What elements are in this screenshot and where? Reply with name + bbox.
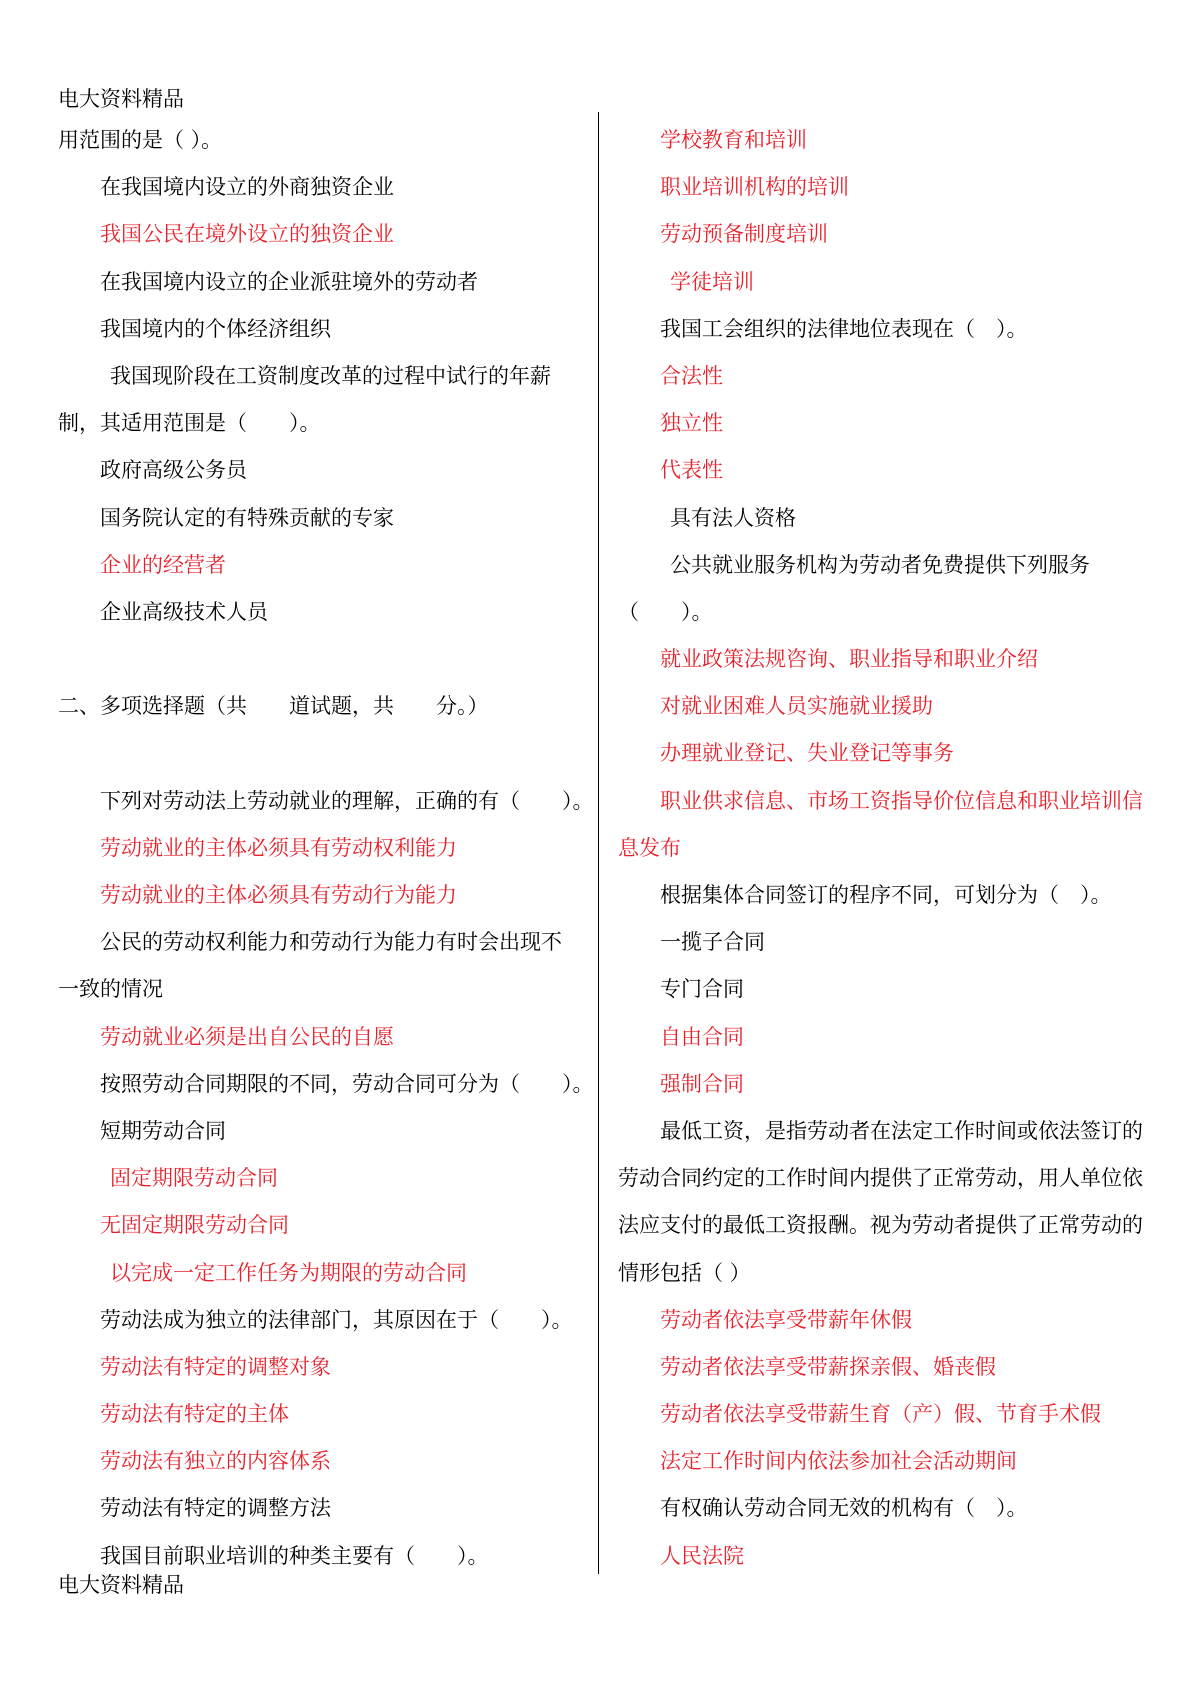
right-answer-line: 办理就业登记、失业登记等事务 [660, 741, 954, 766]
left-answer-line: 企业的经营者 [100, 552, 226, 577]
right-text-line: 情形包括（ ） [618, 1260, 751, 1285]
left-answer-line: 劳动就业的主体必须具有劳动行为能力 [100, 883, 457, 907]
right-text-line: 我国工会组织的法律地位表现在（ ）。 [660, 316, 1028, 341]
right-text-line: 专门合同 [660, 977, 744, 1002]
left-answer-line: 无固定期限劳动合同 [100, 1213, 289, 1238]
left-blank-line [58, 730, 582, 777]
left-answer-line: 劳动法有独立的内容体系 [100, 1449, 331, 1474]
right-text-line: （ ）。 [618, 599, 713, 624]
left-text-line: 按照劳动合同期限的不同，劳动合同可分为（ ）。 [100, 1071, 594, 1096]
right-text-line: 一揽子合同 [660, 930, 765, 955]
left-text-line: 劳动法成为独立的法律部门，其原因在于（ ）。 [100, 1307, 573, 1332]
column-divider [598, 112, 599, 1574]
right-answer-line: 对就业困难人员实施就业援助 [660, 694, 933, 719]
right-answer-line: 职业培训机构的培训 [660, 175, 849, 200]
right-text-line: 劳动合同约定的工作时间内提供了正常劳动，用人单位依 [618, 1166, 1143, 1191]
right-text-line: 最低工资，是指劳动者在法定工作时间或依法签订的 [660, 1118, 1143, 1143]
right-answer-line: 就业政策法规咨询、职业指导和职业介绍 [660, 647, 1038, 672]
left-answer-line: 劳动就业必须是出自公民的自愿 [100, 1024, 394, 1049]
right-answer-line: 独立性 [660, 411, 723, 436]
left-column [58, 117, 594, 1580]
left-text-line: 我国境内的个体经济组织 [100, 316, 331, 341]
right-answer-line: 劳动者依法享受带薪年休假 [660, 1307, 912, 1332]
right-answer-line: 劳动者依法享受带薪探亲假、婚丧假 [660, 1354, 996, 1379]
left-text-line: 在我国境内设立的外商独资企业 [100, 175, 394, 200]
right-text-line: 公共就业服务机构为劳动者免费提供下列服务 [670, 552, 1090, 577]
right-answer-line: 学徒培训 [670, 269, 754, 294]
right-answer-line: 代表性 [660, 458, 723, 483]
right-answer-line: 自由合同 [660, 1024, 744, 1049]
left-answer-line: 固定期限劳动合同 [110, 1166, 278, 1191]
right-answer-line: 法定工作时间内依法参加社会活动期间 [660, 1449, 1017, 1474]
left-text-line: 劳动法有特定的调整方法 [100, 1496, 331, 1521]
right-answer-line: 息发布 [618, 835, 681, 860]
page-header: 电大资料精品 [58, 87, 184, 111]
left-text-line: 在我国境内设立的企业派驻境外的劳动者 [100, 269, 478, 294]
left-text-line: 一致的情况 [58, 977, 163, 1002]
right-answer-line: 职业供求信息、市场工资指导价位信息和职业培训信 [660, 788, 1143, 813]
right-answer-line: 学校教育和培训 [660, 128, 807, 152]
right-answer-line: 人民法院 [660, 1543, 744, 1568]
left-text-line: 我国现阶段在工资制度改革的过程中试行的年薪 [110, 363, 551, 388]
left-text-line: 企业高级技术人员 [100, 599, 268, 624]
left-answer-line: 以完成一定工作任务为期限的劳动合同 [110, 1260, 467, 1285]
left-text-line: 公民的劳动权利能力和劳动行为能力有时会出现不 [100, 930, 562, 955]
right-text-line: 有权确认劳动合同无效的机构有（ ）。 [660, 1496, 1028, 1521]
right-answer-line: 劳动者依法享受带薪生育（产）假、节育手术假 [660, 1402, 1101, 1427]
left-text-line: 短期劳动合同 [100, 1118, 226, 1143]
right-answer-line: 合法性 [660, 363, 723, 388]
page-footer: 电大资料精品 [58, 1573, 184, 1597]
left-answer-line: 劳动法有特定的主体 [100, 1402, 289, 1427]
left-blank-line [58, 636, 582, 683]
left-text-line: 我国目前职业培训的种类主要有（ ）。 [100, 1543, 489, 1568]
right-answer-line: 劳动预备制度培训 [660, 222, 828, 247]
right-text-line: 法应支付的最低工资报酬。视为劳动者提供了正常劳动的 [618, 1213, 1143, 1238]
right-column [618, 117, 1142, 1580]
left-text-line: 制，其适用范围是（ ）。 [58, 411, 321, 436]
left-text-line: 用范围的是（ ）。 [58, 128, 223, 152]
right-text-line: 根据集体合同签订的程序不同，可划分为（ ）。 [660, 883, 1112, 907]
right-answer-line: 强制合同 [660, 1071, 744, 1096]
right-text-line: 具有法人资格 [670, 505, 796, 530]
left-answer-line: 劳动法有特定的调整对象 [100, 1354, 331, 1379]
left-answer-line: 我国公民在境外设立的独资企业 [100, 222, 394, 247]
left-text-line: 国务院认定的有特殊贡献的专家 [100, 505, 394, 530]
left-text-line: 二、多项选择题（共 道试题，共 分。） [58, 694, 489, 719]
left-text-line: 下列对劳动法上劳动就业的理解，正确的有（ ）。 [100, 788, 594, 813]
left-answer-line: 劳动就业的主体必须具有劳动权利能力 [100, 835, 457, 860]
left-text-line: 政府高级公务员 [100, 458, 247, 483]
